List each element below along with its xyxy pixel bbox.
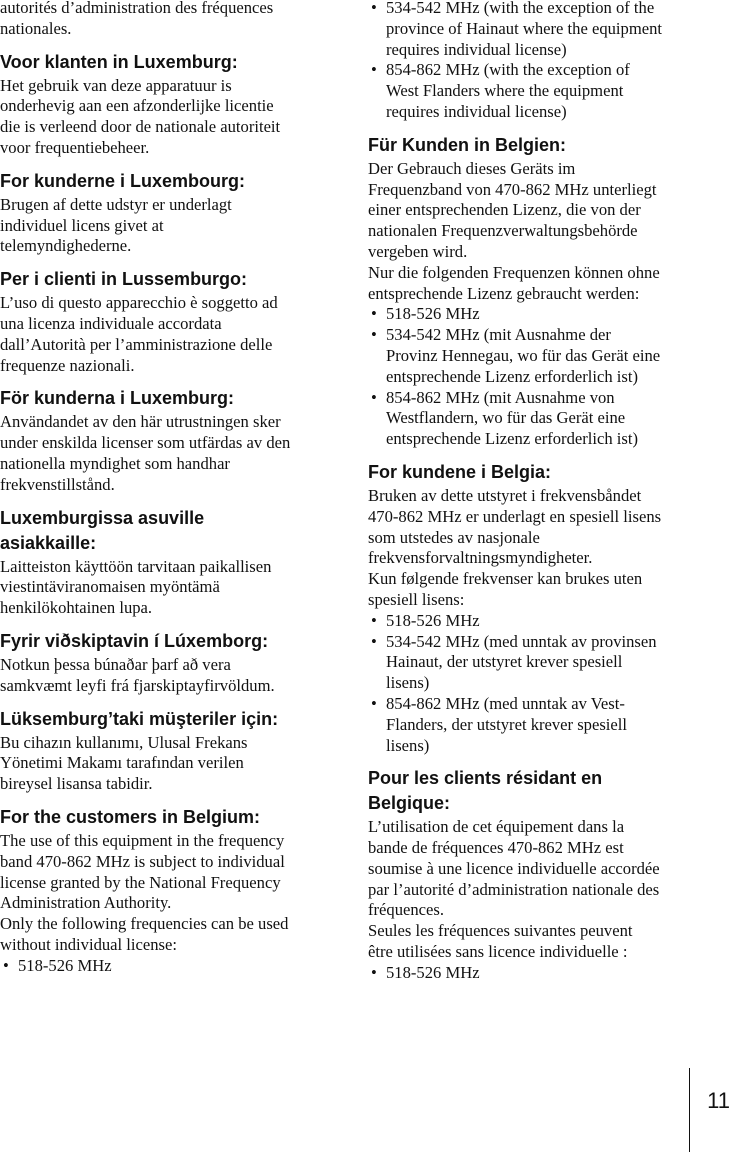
bullet-item	[368, 325, 698, 387]
text-line: For the customers in Belgium:	[0, 806, 261, 827]
text-line: Für Kunden in Belgien:	[368, 134, 566, 155]
text-line: L’utilisation de cet équipement dans la	[368, 817, 625, 837]
text-line: Notkun þessa búnaðar þarf að vera	[0, 654, 231, 674]
paragraph	[368, 159, 698, 305]
text-line: lisens)	[386, 735, 430, 755]
paragraph	[368, 817, 698, 963]
text-line: 518-526 MHz	[386, 962, 480, 982]
text-line: spesiell lisens:	[368, 589, 465, 609]
text-line: soumise à une licence individuelle accordée	[368, 858, 660, 878]
text-line: frequenze nazionali.	[0, 355, 135, 375]
bullet-icon: •	[371, 387, 377, 407]
text-line: nationales.	[0, 18, 72, 38]
text-line: être utilisées sans licence individuelle :	[368, 942, 628, 962]
text-line: Nur die folgenden Frequenzen können ohne	[368, 262, 660, 282]
text-line: asiakkaille:	[0, 532, 97, 553]
text-line: una licenza individuale accordata	[0, 313, 222, 333]
section-heading	[0, 267, 330, 292]
bullet-item	[368, 694, 698, 756]
text-line: Belgique:	[368, 793, 451, 814]
paragraph	[0, 557, 330, 619]
text-line: Frequenzband von 470-862 MHz unterliegt	[368, 179, 657, 199]
paragraph	[0, 76, 330, 159]
bullet-icon: •	[371, 325, 377, 345]
text-line: Per i clienti in Lussemburgo:	[0, 269, 248, 290]
section-heading	[0, 629, 330, 654]
bullet-item	[368, 963, 698, 984]
text-line: Only the following frequencies can be used	[0, 914, 289, 934]
text-line: Bu cihazın kullanımı, Ulusal Frekans	[0, 732, 248, 752]
paragraph	[0, 293, 330, 376]
text-line: Bruken av dette utstyret i frekvensbåndet	[368, 485, 642, 505]
paragraph	[0, 831, 330, 956]
text-line: die is verleend door de nationale autoriteit	[0, 117, 281, 137]
text-line: 534-542 MHz (mit Ausnahme der	[386, 325, 611, 345]
bullet-icon: •	[3, 955, 9, 975]
text-line: 518-526 MHz	[386, 610, 480, 630]
bullet-item	[368, 60, 698, 122]
bullet-item	[368, 0, 698, 60]
text-line: frekvensforvaltningsmyndigheter.	[368, 548, 593, 568]
text-line: province of Hainaut where the equipment	[386, 18, 663, 38]
bullet-item	[368, 304, 698, 325]
text-line: Pour les clients résidant en	[368, 768, 603, 789]
section-heading	[0, 169, 330, 194]
text-line: par l’autorité d’administration nationale des	[368, 879, 660, 899]
section-heading	[368, 460, 698, 485]
text-line: samkvæmt leyfi frá fjarskiptayfirvöldum.	[0, 675, 275, 695]
text-line: Hainaut, der utstyret krever spesiell	[386, 652, 623, 672]
bullet-item	[368, 388, 698, 450]
text-line: onderhevig aan een afzonderlijke licentie	[0, 96, 274, 116]
bullet-icon: •	[371, 631, 377, 651]
section-heading	[368, 133, 698, 158]
text-line: license granted by the National Frequency	[0, 872, 281, 892]
text-line: bireysel lisansa tabidir.	[0, 774, 153, 794]
bullet-icon: •	[371, 304, 377, 324]
text-line: einer entsprechenden Lizenz, die von der	[368, 200, 641, 220]
text-line: 518-526 MHz	[18, 955, 112, 975]
bullet-icon: •	[371, 693, 377, 713]
text-line: autorités d’administration des fréquences	[0, 0, 274, 17]
page-number: 11	[707, 1088, 730, 1113]
section-heading	[0, 50, 330, 75]
text-line: dall’Autorità per l’amministrazione delle	[0, 334, 273, 354]
text-line: henkilökohtainen lupa.	[0, 598, 153, 618]
text-line: 854-862 MHz (with the exception of	[386, 60, 630, 80]
text-line: Kun følgende frekvenser kan brukes uten	[368, 569, 643, 589]
text-line: viestintäviranomaisen myöntämä	[0, 577, 220, 597]
text-line: 470-862 MHz er underlagt en spesiell lisens	[368, 506, 662, 526]
text-line: Westflandern, wo für das Gerät eine	[386, 408, 626, 428]
text-line: West Flanders where the equipment	[386, 81, 624, 101]
section-heading	[0, 805, 330, 830]
bullet-icon: •	[371, 60, 377, 80]
text-line: Het gebruik van deze apparatuur is	[0, 75, 232, 95]
text-line: Luxemburgissa asuville	[0, 507, 205, 528]
bullet-item	[368, 611, 698, 632]
text-line: For kundene i Belgia:	[368, 461, 552, 482]
right-column	[368, 0, 698, 984]
text-line: individuel licens givet at	[0, 215, 164, 235]
section-heading	[0, 707, 330, 732]
text-line: som utstedes av nasjonale	[368, 527, 540, 547]
bullet-item	[0, 956, 330, 977]
text-line: For kunderne i Luxembourg:	[0, 170, 246, 191]
left-column	[0, 0, 330, 977]
text-line: 854-862 MHz (mit Ausnahme von	[386, 387, 615, 407]
text-line: Administration Authority.	[0, 893, 172, 913]
text-line: Fyrir viðskiptavin í Lúxemborg:	[0, 630, 269, 651]
text-line: under enskilda licenser som utfärdas av den	[0, 433, 291, 453]
text-line: För kunderna i Luxemburg:	[0, 388, 235, 409]
text-line: Seules les fréquences suivantes peuvent	[368, 921, 633, 941]
text-line: 534-542 MHz (with the exception of the	[386, 0, 655, 17]
paragraph	[368, 486, 698, 611]
text-line: without individual license:	[0, 934, 177, 954]
paragraph	[0, 195, 330, 257]
text-line: The use of this equipment in the frequency	[0, 830, 285, 850]
paragraph	[0, 0, 330, 40]
text-line: 518-526 MHz	[386, 304, 480, 324]
text-line: frekvenstillstånd.	[0, 474, 115, 494]
text-line: 534-542 MHz (med unntak av provinsen	[386, 631, 657, 651]
text-line: entsprechende Lizenz erforderlich ist)	[386, 429, 639, 449]
bullet-icon: •	[371, 0, 377, 17]
text-line: vergeben wird.	[368, 241, 468, 261]
text-line: lisens)	[386, 673, 430, 693]
text-line: telemyndighederne.	[0, 236, 132, 256]
text-line: Yönetimi Makamı tarafından verilen	[0, 753, 244, 773]
text-line: Laitteiston käyttöön tarvitaan paikallisen	[0, 556, 272, 576]
text-line: bande de fréquences 470-862 MHz est	[368, 838, 624, 858]
bullet-icon: •	[371, 962, 377, 982]
bullet-item	[368, 632, 698, 694]
text-line: Lüksemburg’taki müşteriler için:	[0, 708, 279, 729]
text-line: Flanders, der utstyret krever spesiell	[386, 714, 627, 734]
text-line: band 470-862 MHz is subject to individual	[0, 851, 285, 871]
bullet-icon: •	[371, 610, 377, 630]
paragraph	[0, 733, 330, 795]
text-line: L’uso di questo apparecchio è soggetto ad	[0, 293, 278, 313]
text-line: Provinz Hennegau, wo für das Gerät eine	[386, 345, 661, 365]
text-line: Användandet av den här utrustningen sker	[0, 412, 281, 432]
text-line: requires individual license)	[386, 39, 567, 59]
text-line: 854-862 MHz (med unntak av Vest-	[386, 693, 625, 713]
section-heading	[368, 766, 698, 816]
text-line: entsprechende Lizenz gebraucht werden:	[368, 283, 640, 303]
paragraph	[0, 412, 330, 495]
text-line: nationella myndighet som handhar	[0, 453, 230, 473]
text-line: Brugen af dette udstyr er underlagt	[0, 194, 232, 214]
text-line: Der Gebrauch dieses Geräts im	[368, 158, 576, 178]
text-line: entsprechende Lizenz erforderlich ist)	[386, 366, 639, 386]
text-line: voor frequentiebeheer.	[0, 137, 150, 157]
page-number-divider	[689, 1068, 690, 1152]
text-line: nationalen Frequenzverwaltungsbehörde	[368, 221, 638, 241]
text-line: fréquences.	[368, 900, 445, 920]
section-heading	[0, 506, 330, 556]
text-line: Voor klanten in Luxemburg:	[0, 51, 238, 72]
text-line: requires individual license)	[386, 101, 567, 121]
paragraph	[0, 655, 330, 697]
section-heading	[0, 386, 330, 411]
